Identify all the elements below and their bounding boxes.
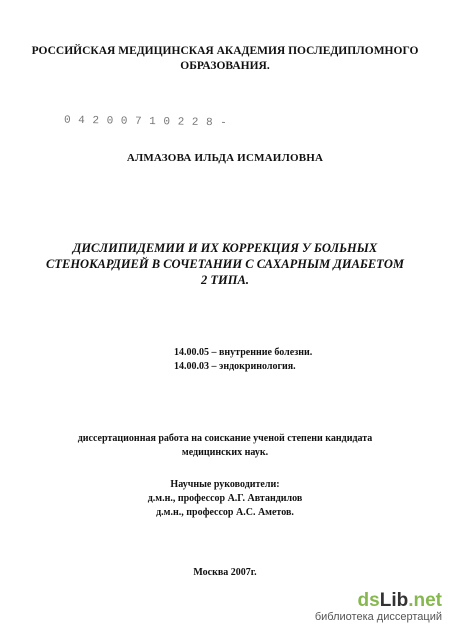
specialty-codes [174,346,312,374]
institution-line-2: ОБРАЗОВАНИЯ. [180,60,270,72]
description-line-2: медицинских наук. [181,447,269,458]
title-line-2: СТЕНОКАРДИЕЙ В СОЧЕТАНИИ С САХАРНЫМ ДИАБЕТОМ [46,257,404,271]
advisor-1: д.м.н., профессор А.Г. Автандилов [147,493,303,504]
city-year: Москва 2007г. [193,567,257,578]
watermark-logo [315,591,442,611]
specialty-line-2: 14.00.03 – эндокринология. [174,361,296,372]
description-line-1: диссертационная работа на соискание ученой степени кандидата [77,433,373,444]
title-line-3: 2 ТИПА. [201,273,249,287]
title-line-1: ДИСЛИПИДЕМИИ И ИХ КОРРЕКЦИЯ У БОЛЬНЫХ [72,241,378,255]
author-name: АЛМАЗОВА ИЛЬДА ИСМАИЛОВНА [126,152,324,164]
advisor-2: д.м.н., профессор А.С. Аметов. [156,507,294,518]
specialty-line-1: 14.00.05 – внутренние болезни. [174,347,313,358]
watermark-logo-lib: Lib [379,590,409,611]
dissertation-title [0,240,450,288]
institution-name [0,44,450,74]
watermark-subtitle: библиотека диссертаций [314,611,442,623]
watermark-logo-net: .net [408,590,442,611]
watermark-logo-ds: ds [357,590,380,611]
advisors-block [0,478,450,520]
archive-stamp: 0 4 2 0 0 7 1 0 2 2 8 - [63,114,228,130]
degree-description [0,432,450,460]
advisors-heading: Научные руководители: [170,479,280,490]
institution-line-1: РОССИЙСКАЯ МЕДИЦИНСКАЯ АКАДЕМИЯ ПОСЛЕДИПЛОМНОГО [31,45,419,57]
dslib-watermark [315,591,442,624]
